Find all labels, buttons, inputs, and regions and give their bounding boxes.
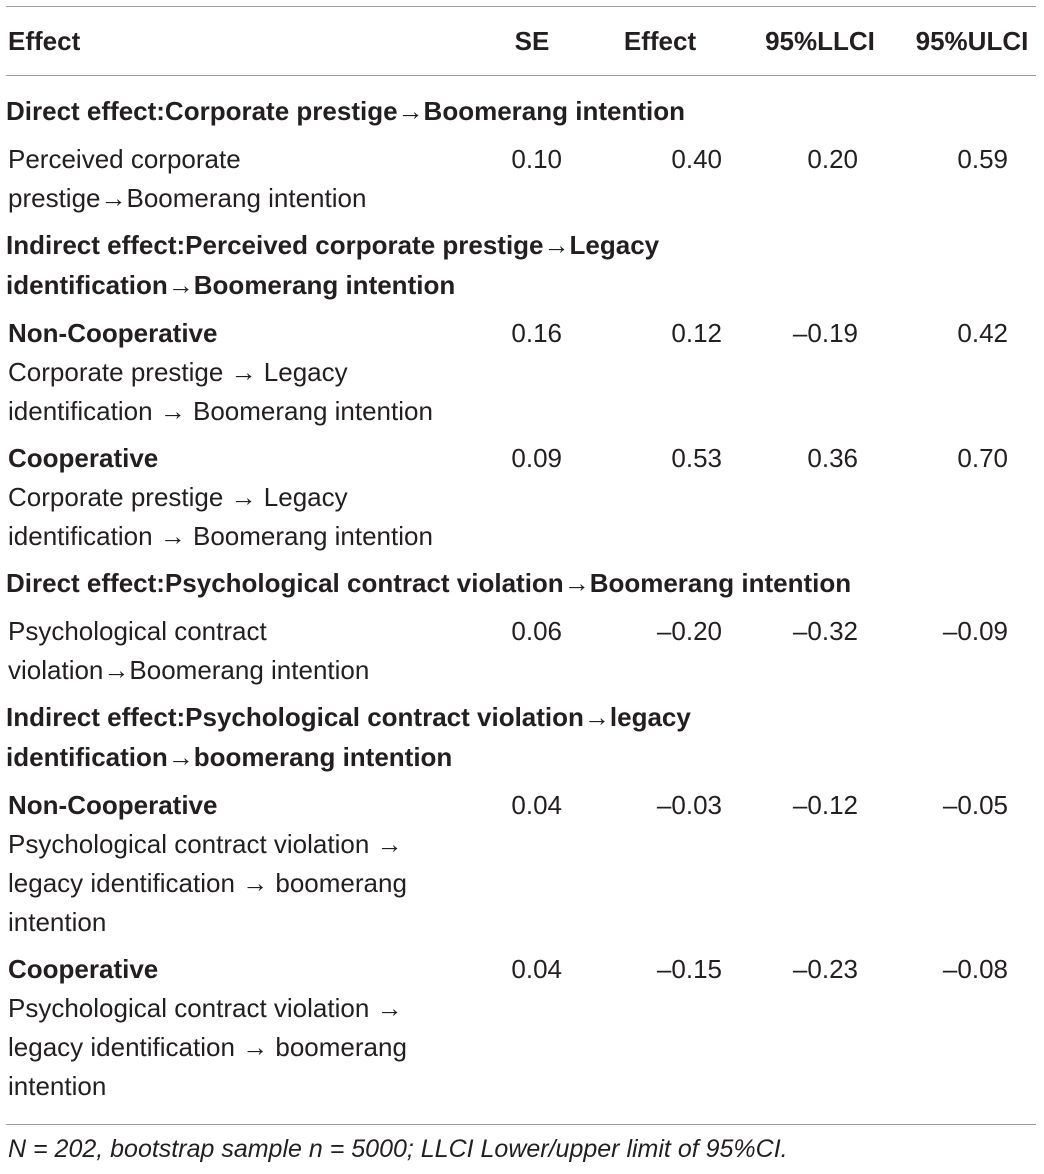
- row-description: intention: [8, 907, 107, 937]
- cell-ulci: –0.05: [942, 790, 1008, 820]
- bottom-rule: [6, 1124, 1036, 1125]
- cell-se: 0.10: [511, 144, 562, 174]
- cell-effect: 0.12: [671, 318, 722, 348]
- cell-se: 0.04: [511, 954, 562, 984]
- row-description: Perceived corporate: [8, 144, 241, 174]
- row-description: legacy identification → boomerang: [8, 868, 407, 898]
- cell-llci: 0.20: [807, 144, 858, 174]
- cell-se: 0.16: [511, 318, 562, 348]
- row-description: Psychological contract violation →: [8, 829, 403, 859]
- cell-llci: 0.36: [807, 443, 858, 473]
- cell-effect: 0.40: [671, 144, 722, 174]
- row-description: Corporate prestige → Legacy: [8, 357, 348, 387]
- cell-effect: –0.03: [656, 790, 722, 820]
- cell-ulci: 0.70: [957, 443, 1008, 473]
- cell-ulci: –0.08: [942, 954, 1008, 984]
- row-description: intention: [8, 1071, 107, 1101]
- row-description: identification → Boomerang intention: [8, 521, 433, 551]
- row-description: Corporate prestige → Legacy: [8, 482, 348, 512]
- cell-se: 0.04: [511, 790, 562, 820]
- header-95-ulci: 95%ULCI: [915, 26, 1029, 56]
- cell-llci: –0.23: [792, 954, 858, 984]
- footnote: N = 202, bootstrap sample n = 5000; LLCI Lower/upper limit of 95%CI.: [8, 1135, 788, 1163]
- row-label: Cooperative: [8, 954, 159, 984]
- top-rule: [6, 6, 1036, 7]
- cell-ulci: 0.59: [957, 144, 1008, 174]
- header-rule: [6, 75, 1036, 76]
- row-description: legacy identification → boomerang: [8, 1032, 407, 1062]
- header-95-llci: 95%LLCI: [765, 26, 875, 56]
- section-title: Direct effect:Corporate prestige→Boomerang intention: [6, 96, 685, 126]
- section-title: Indirect effect:Perceived corporate prestige→Legacy: [6, 230, 660, 260]
- row-description: Psychological contract violation →: [8, 993, 403, 1023]
- cell-se: 0.06: [511, 616, 562, 646]
- row-description: identification → Boomerang intention: [8, 396, 433, 426]
- cell-llci: –0.19: [792, 318, 858, 348]
- row-label: Non-Cooperative: [8, 790, 218, 820]
- cell-se: 0.09: [511, 443, 562, 473]
- section-title: Indirect effect:Psychological contract violation→legacy: [6, 702, 691, 732]
- cell-llci: –0.32: [792, 616, 858, 646]
- cell-effect: –0.20: [656, 616, 722, 646]
- row-description: violation→Boomerang intention: [8, 655, 370, 685]
- header-effect: Effect: [8, 26, 81, 56]
- section-title: Direct effect:Psychological contract violation→Boomerang intention: [6, 568, 852, 598]
- cell-ulci: –0.09: [942, 616, 1008, 646]
- section-title: identification→Boomerang intention: [6, 270, 456, 300]
- row-description: prestige→Boomerang intention: [8, 183, 367, 213]
- cell-effect: –0.15: [656, 954, 722, 984]
- header-effect-value: Effect: [623, 26, 697, 56]
- row-label: Non-Cooperative: [8, 318, 218, 348]
- cell-llci: –0.12: [792, 790, 858, 820]
- row-label: Cooperative: [8, 443, 159, 473]
- cell-ulci: 0.42: [957, 318, 1008, 348]
- row-description: Psychological contract: [8, 616, 267, 646]
- header-se: SE: [514, 26, 550, 56]
- section-title: identification→boomerang intention: [6, 742, 453, 772]
- cell-effect: 0.53: [671, 443, 722, 473]
